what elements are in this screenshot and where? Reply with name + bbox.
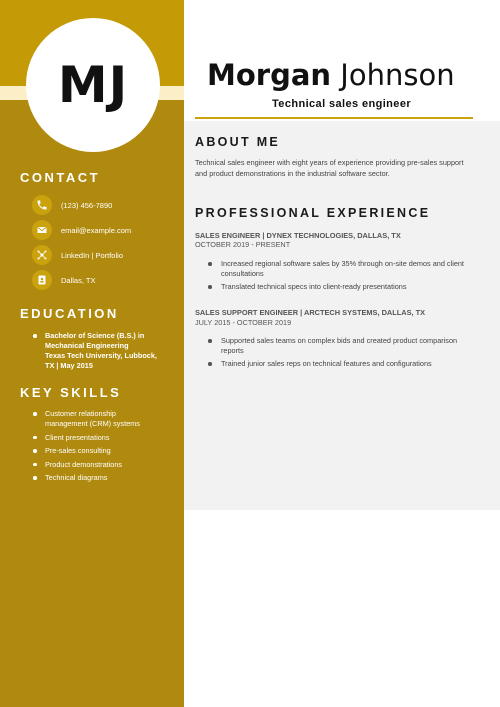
about-text: Technical sales engineer with eight years of experience providing pre-sales support and product demonstrations in the industrial software sector. — [195, 158, 464, 178]
job-dates-2: JULY 2015 - OCTOBER 2019 — [195, 318, 292, 327]
job-bullets-2 — [207, 336, 477, 373]
job-dates-1: OCTOBER 2019 - PRESENT — [195, 240, 291, 249]
skills-heading: KEY SKILLS — [20, 385, 122, 400]
contact-location-text: Dallas, TX — [61, 275, 96, 285]
contact-heading: CONTACT — [20, 170, 101, 185]
monogram-avatar — [26, 18, 160, 152]
education-heading: EDUCATION — [20, 306, 119, 321]
education-list — [32, 331, 176, 375]
contact-phone-text: (123) 456-7890 — [61, 200, 113, 210]
education-major: Mechanical Engineering — [45, 341, 129, 350]
email-icon — [32, 220, 52, 240]
candidate-name — [207, 58, 455, 92]
contact-links[interactable] — [32, 245, 123, 265]
skills-list — [32, 409, 158, 487]
job-title-2: SALES SUPPORT ENGINEER | ARCTECH SYSTEMS, DALLAS, TX — [195, 308, 426, 317]
education-date: TX | May 2015 — [45, 361, 93, 370]
contact-phone — [32, 195, 112, 215]
education-school: Texas Tech University, Lubbock, — [45, 351, 157, 360]
education-degree: Bachelor of Science (B.S.) in — [45, 331, 145, 340]
education-item — [32, 331, 176, 371]
about-heading: ABOUT ME — [195, 135, 281, 149]
job-bullets-1 — [207, 259, 477, 296]
job-bullet: Translated technical specs into client-ready presentations — [207, 282, 477, 292]
skill-item: Client presentations — [32, 433, 158, 443]
experience-heading: PROFESSIONAL EXPERIENCE — [195, 206, 431, 220]
contact-email[interactable] — [32, 220, 131, 240]
first-name: Morgan — [207, 58, 332, 92]
contact-email-text: email@example.com — [61, 225, 132, 235]
network-icon — [32, 245, 52, 265]
skill-item: Technical diagrams — [32, 473, 158, 483]
contact-links-text: LinkedIn | Portfolio — [61, 250, 123, 260]
job-title-1: SALES ENGINEER | DYNEX TECHNOLOGIES, DALLAS, TX — [195, 231, 401, 240]
content-panel-bottom — [184, 510, 500, 707]
location-icon — [32, 270, 52, 290]
job-bullet: Increased regional software sales by 35% through on-site demos and client consultations — [207, 259, 477, 279]
phone-icon — [32, 195, 52, 215]
monogram-text: MJ — [57, 56, 129, 114]
skill-item: Product demonstrations — [32, 460, 158, 470]
last-name: Johnson — [340, 58, 455, 92]
skill-item: Pre-sales consulting — [32, 446, 158, 456]
job-bullet: Supported sales teams on complex bids and created product comparison reports — [207, 336, 477, 356]
title-divider — [195, 117, 473, 119]
job-bullet: Trained junior sales reps on technical features and configurations — [207, 359, 477, 369]
contact-location — [32, 270, 95, 290]
candidate-title: Technical sales engineer — [272, 98, 412, 110]
skill-item: Customer relationship management (CRM) systems — [32, 409, 158, 429]
